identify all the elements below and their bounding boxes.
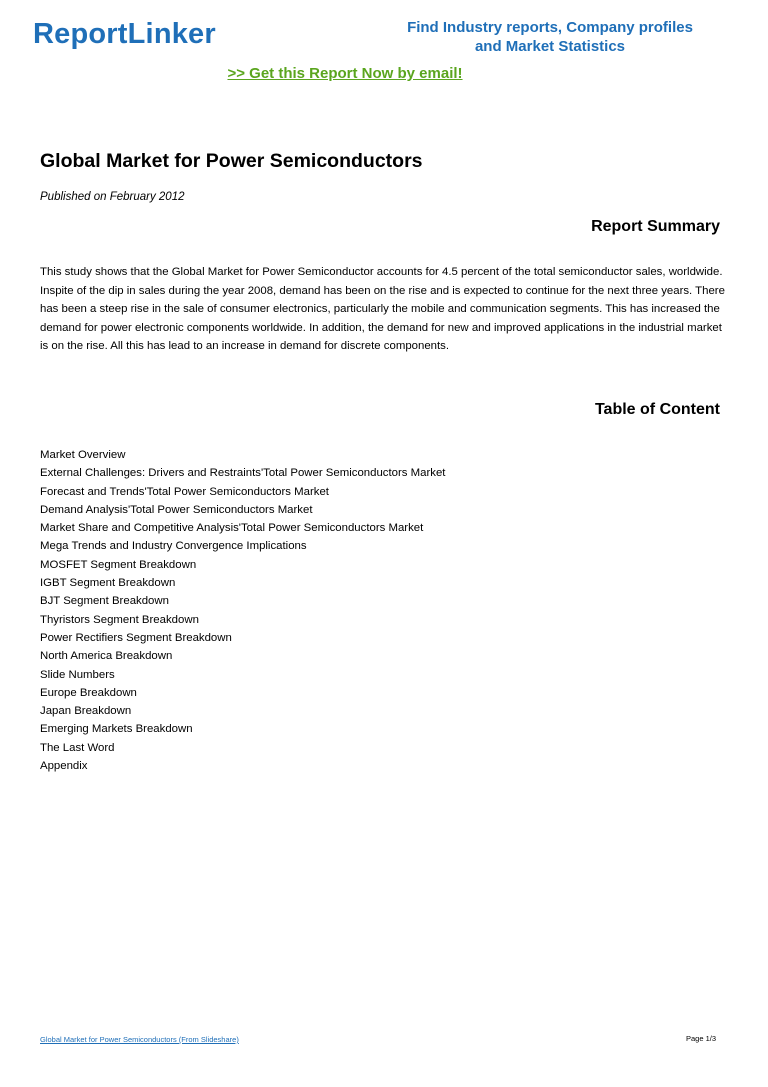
toc-item: Power Rectifiers Segment Breakdown: [40, 631, 232, 644]
toc-item: Slide Numbers: [40, 668, 115, 681]
document-title: Global Market for Power Semiconductors: [40, 150, 423, 172]
footer-page-number: Page 1/3: [685, 1034, 716, 1043]
toc-item: IGBT Segment Breakdown: [40, 577, 176, 590]
report-summary-heading: Report Summary: [591, 218, 720, 235]
toc-item: MOSFET Segment Breakdown: [40, 558, 197, 571]
toc-item: North America Breakdown: [40, 650, 173, 663]
published-date: Published on February 2012: [40, 191, 185, 203]
get-report-email-link[interactable]: >> Get this Report Now by email!: [227, 65, 463, 82]
toc-item: Market Share and Competitive Analysis'Total Power Semiconductors Market: [40, 522, 424, 535]
toc-item: Forecast and Trends'Total Power Semiconductors Market: [40, 485, 329, 498]
table-of-content-heading: Table of Content: [594, 401, 720, 418]
toc-item: The Last Word: [40, 741, 115, 754]
table-of-content-list: [40, 446, 445, 775]
tagline-line-2: and Market Statistics: [474, 38, 626, 55]
toc-item: Mega Trends and Industry Convergence Implications: [40, 540, 307, 553]
header-tagline: [400, 18, 700, 56]
toc-item: Japan Breakdown: [40, 705, 132, 718]
toc-item: External Challenges: Drivers and Restraints'Total Power Semiconductors Market: [40, 467, 446, 480]
tagline-line-1: Find Industry reports, Company profiles: [407, 19, 693, 36]
toc-item: Market Overview: [40, 449, 126, 461]
footer-source-link[interactable]: Global Market for Power Semiconductors (From Slideshare): [40, 1035, 239, 1044]
toc-item: Appendix: [40, 760, 88, 773]
report-summary-text: This study shows that the Global Market for Power Semiconductor accounts for 4.5 percent of the total semiconductor sales, worldwide. Inspite of the dip in sales during the year 2008, demand has been on the rise and is expected to continue for the next three years. There has been a steep rise in the sale of consumer electronics, particularly the mobile and communication segments. This has increased the demand for power electronic components worldwide. In addition, the demand for new and improved applications in the industrial market is on the rise. All this has lead to an increase in demand for discrete components.: [40, 266, 725, 353]
reportlinker-logo[interactable]: ReportLinker: [33, 18, 216, 50]
toc-item: Europe Breakdown: [40, 686, 137, 699]
toc-item: BJT Segment Breakdown: [40, 595, 169, 608]
toc-item: Emerging Markets Breakdown: [40, 723, 193, 736]
toc-item: Thyristors Segment Breakdown: [40, 613, 199, 626]
toc-item: Demand Analysis'Total Power Semiconductors Market: [40, 503, 313, 516]
